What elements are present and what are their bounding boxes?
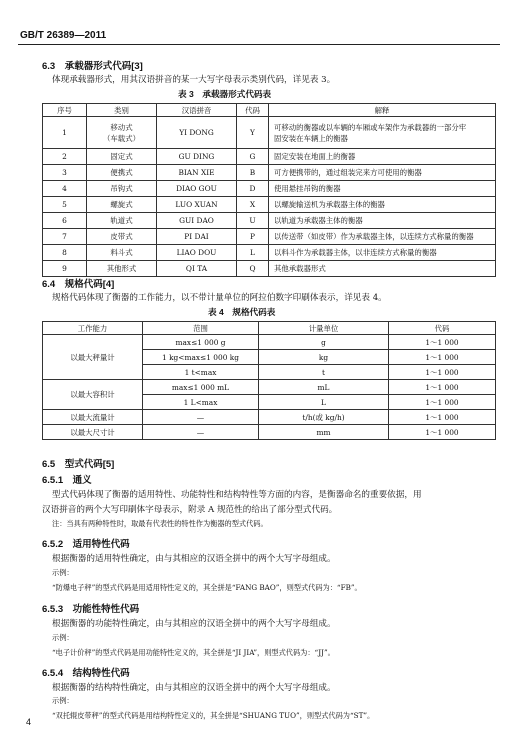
category-sublabel: （车载式） [103, 133, 140, 143]
unit-cell: g [259, 335, 389, 350]
row-number: 3 [43, 165, 87, 181]
code-cell: L [237, 245, 269, 261]
section-6-5-1-body-line2: 汉语拼音的两个大写印刷体字母表示，附录 A 规范性的给出了部分型式代码。 [42, 505, 338, 515]
table-4-caption: 表 4 规格代码表 [208, 307, 276, 317]
section-6-4-heading: 6.4 规格代码[4] [42, 279, 115, 290]
table-row [43, 380, 496, 395]
table-row [43, 181, 496, 197]
pinyin-cell: GUI DAO [157, 213, 237, 229]
column-header: 计量单位 [259, 322, 389, 335]
section-6-5-2-heading: 6.5.2 适用特性代码 [42, 539, 130, 550]
pinyin-cell: LUO XUAN [157, 197, 237, 213]
description-cell: 以料斗作为承载器主体，以非连续方式称量的衡器 [269, 245, 496, 261]
code-cell: 1～1 000 [389, 335, 496, 350]
column-header: 汉语拼音 [157, 104, 237, 117]
range-cell: — [143, 425, 259, 440]
category-cell: 轨道式 [87, 213, 157, 229]
code-cell: Q [237, 261, 269, 277]
code-cell: D [237, 181, 269, 197]
section-6-5-4-body: 根据衡器的结构特性确定，由与其相应的汉语全拼中的两个大写字母组成。 [52, 683, 336, 693]
row-number: 5 [43, 197, 87, 213]
column-header: 代码 [389, 322, 496, 335]
example-text: “防爆电子秤”的型式代码是用适用特性定义的，其全拼是“FANG BAO”，则型式代码为：“FB”。 [52, 583, 362, 592]
pinyin-cell: GU DING [157, 149, 237, 165]
section-6-5-4-heading: 6.5.4 结构特性代码 [42, 668, 130, 679]
description-cell: 以螺旋输送机为承载器主体的衡器 [269, 197, 496, 213]
column-header: 类别 [87, 104, 157, 117]
table-row [43, 410, 496, 425]
example-label: 示例： [52, 568, 74, 577]
section-6-5-1-note: 注：当具有两种特性时，取最有代表性的特性作为衡器的型式代码。 [52, 519, 268, 528]
category-cell: 吊钩式 [87, 181, 157, 197]
category-cell [87, 117, 157, 149]
row-number: 2 [43, 149, 87, 165]
pinyin-cell: BIAN XIE [157, 165, 237, 181]
code-cell: 1～1 000 [389, 410, 496, 425]
standard-number: GB/T 26389—2011 [20, 30, 107, 41]
table-row [43, 425, 496, 440]
range-cell: max≤1 000 mL [143, 380, 259, 395]
pinyin-cell: DIAO GOU [157, 181, 237, 197]
capacity-group: 以最大流量计 [43, 410, 143, 425]
range-cell: 1 kg<max≤1 000 kg [143, 350, 259, 365]
section-6-5-2-body: 根据衡器的适用特性确定，由与其相应的汉语全拼中的两个大写字母组成。 [52, 554, 336, 564]
column-header: 工作能力 [43, 322, 143, 335]
code-cell: B [237, 165, 269, 181]
category-cell: 皮带式 [87, 229, 157, 245]
category-cell: 固定式 [87, 149, 157, 165]
table-row [43, 261, 496, 277]
description-cell: 以传送带（如皮带）作为承载器主体，以连续方式称量的衡器 [269, 229, 496, 245]
example-label: 示例： [52, 633, 74, 642]
example-text: “电子计价秤”的型式代码是用功能特性定义的，其全拼是“JI JIA”，则型式代码为：“JJ”。 [52, 648, 335, 657]
section-6-5-3-heading: 6.5.3 功能性特性代码 [42, 604, 140, 615]
row-number: 6 [43, 213, 87, 229]
row-number: 4 [43, 181, 87, 197]
section-6-5-3-body: 根据衡器的功能特性确定，由与其相应的汉语全拼中的两个大写字母组成。 [52, 619, 336, 629]
code-cell: P [237, 229, 269, 245]
table-row [43, 149, 496, 165]
range-cell: 1 L<max [143, 395, 259, 410]
code-cell: 1～1 000 [389, 365, 496, 380]
page-number: 4 [26, 717, 32, 727]
column-header: 代码 [237, 104, 269, 117]
table-row [43, 245, 496, 261]
description-cell [269, 117, 496, 149]
description-cell: 固定安装在地面上的衡器 [269, 149, 496, 165]
capacity-group: 以最大尺寸计 [43, 425, 143, 440]
category-label: 移动式 [110, 122, 133, 132]
category-cell: 螺旋式 [87, 197, 157, 213]
table-3-caption: 表 3 承载器形式代码表 [178, 89, 272, 99]
table-4 [42, 321, 496, 440]
table-header-row [43, 322, 496, 335]
row-number: 1 [43, 117, 87, 149]
row-number: 9 [43, 261, 87, 277]
code-cell: X [237, 197, 269, 213]
description-cell: 可方便携带的，通过组装完来方可使用的衡器 [269, 165, 496, 181]
table-row [43, 117, 496, 149]
section-6-3-heading: 6.3 承载器形式代码[3] [42, 61, 143, 72]
table-row [43, 165, 496, 181]
pinyin-cell: PI DAI [157, 229, 237, 245]
code-cell: U [237, 213, 269, 229]
section-6-4-body: 规格代码体现了衡器的工作能力，以不带计量单位的阿拉伯数字印刷体表示，详见表 4。 [52, 293, 387, 303]
code-cell: Y [237, 117, 269, 149]
unit-cell: kg [259, 350, 389, 365]
table-3 [42, 103, 496, 277]
code-cell: 1～1 000 [389, 425, 496, 440]
range-cell: max≤1 000 g [143, 335, 259, 350]
range-cell: 1 t<max [143, 365, 259, 380]
description-cell: 其他承载器形式 [269, 261, 496, 277]
column-header: 解释 [269, 104, 496, 117]
unit-cell: mm [259, 425, 389, 440]
unit-cell: t [259, 365, 389, 380]
capacity-group: 以最大秤量计 [43, 335, 143, 380]
pinyin-cell: YI DONG [157, 117, 237, 149]
unit-cell: t/h(或 kg/h) [259, 410, 389, 425]
category-cell: 料斗式 [87, 245, 157, 261]
column-header: 范围 [143, 322, 259, 335]
table-row [43, 335, 496, 350]
table-row [43, 213, 496, 229]
example-text: “双托辊皮带秤”的型式代码是用结构特性定义的，其全拼是“SHUANG TUO”，则型式代码为“ST”。 [52, 711, 375, 720]
pinyin-cell: QI TA [157, 261, 237, 277]
table-row [43, 229, 496, 245]
section-6-5-1-body-line1: 型式代码体现了衡器的适用特性、功能特性和结构特性等方面的内容，是衡器命名的重要依据，用 [52, 490, 422, 500]
code-cell: 1～1 000 [389, 395, 496, 410]
description-cell: 以轨道为承载器主体的衡器 [269, 213, 496, 229]
unit-cell: mL [259, 380, 389, 395]
example-label: 示例： [52, 696, 74, 705]
description-line: 固安装在车辆上的衡器 [274, 133, 348, 143]
pinyin-cell: LIAO DOU [157, 245, 237, 261]
code-cell: G [237, 149, 269, 165]
row-number: 8 [43, 245, 87, 261]
column-header: 序号 [43, 104, 87, 117]
table-header-row [43, 104, 496, 117]
description-cell: 使用悬挂吊钩的衡器 [269, 181, 496, 197]
header-rule [18, 44, 500, 45]
range-cell: — [143, 410, 259, 425]
code-cell: 1～1 000 [389, 350, 496, 365]
category-cell: 其他形式 [87, 261, 157, 277]
table-row [43, 197, 496, 213]
section-6-5-1-heading: 6.5.1 通义 [42, 475, 92, 486]
row-number: 7 [43, 229, 87, 245]
unit-cell: L [259, 395, 389, 410]
description-line: 可移动的衡器或以车辆的车厢或车架作为承载器的一部分牢 [274, 122, 467, 132]
capacity-group: 以最大容积计 [43, 380, 143, 410]
code-cell: 1～1 000 [389, 380, 496, 395]
section-6-5-heading: 6.5 型式代码[5] [42, 459, 115, 470]
category-cell: 便携式 [87, 165, 157, 181]
section-6-3-body: 体现承载器形式，用其汉语拼音的某一大写字母表示类别代码，详见表 3。 [52, 75, 336, 85]
